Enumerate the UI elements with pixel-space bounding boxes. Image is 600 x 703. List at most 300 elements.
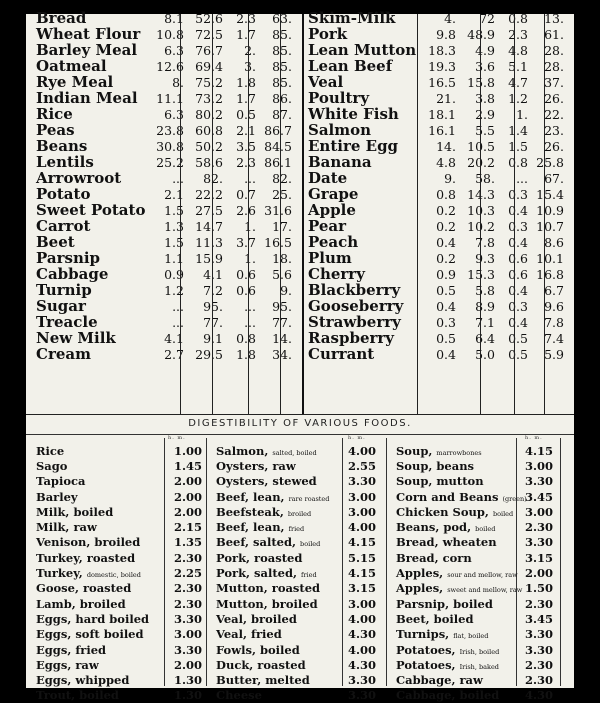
nutrient-value: ... <box>172 314 184 330</box>
food-name <box>36 535 168 549</box>
table-row <box>36 458 208 473</box>
nutrient-value: 8. <box>172 74 184 90</box>
food-name: Lentils <box>36 153 94 171</box>
nutrient-value: 21. <box>436 90 456 106</box>
food-name: Pork <box>308 25 348 43</box>
nutrient-value: 1.8 <box>236 74 256 90</box>
digestion-time: 2.30 <box>524 520 553 535</box>
nutrient-value: 16.8 <box>536 266 564 282</box>
food-name <box>36 551 168 565</box>
food-label: Fowls, boiled <box>216 642 300 657</box>
food-name: Rice <box>36 105 73 123</box>
food-name <box>36 505 168 519</box>
food-label: Milk, boiled <box>36 504 114 519</box>
digestion-time: 2.00 <box>173 657 202 672</box>
food-name: Sweet Potato <box>36 201 146 219</box>
food-name <box>36 474 168 488</box>
digestion-time: 5.15 <box>347 550 376 565</box>
food-name <box>216 520 341 534</box>
nutrient-value: 11.1 <box>156 90 184 106</box>
digestion-time: 2.00 <box>524 566 553 581</box>
nutrient-value: 77. <box>203 314 223 330</box>
food-name <box>216 490 341 504</box>
food-name <box>36 490 168 504</box>
food-label: Rice <box>36 443 65 458</box>
nutrient-value: 2.1 <box>236 122 256 138</box>
digestion-time: 2.30 <box>524 673 553 688</box>
table-row <box>216 611 383 626</box>
nutrient-value: 85. <box>272 58 292 74</box>
nutrient-value: 23. <box>544 122 564 138</box>
nutrient-value: 12.6 <box>156 58 184 74</box>
table-row <box>36 565 208 580</box>
table-row <box>216 443 383 458</box>
table-row <box>396 519 560 534</box>
nutrient-value: 87. <box>272 106 292 122</box>
food-name: Salmon <box>308 121 372 139</box>
nutrient-value: 84.5 <box>264 138 292 154</box>
nutrient-value: 5.1 <box>508 58 528 74</box>
food-name: Turnip <box>36 281 92 299</box>
food-name <box>396 489 527 504</box>
food-name: Beet <box>36 233 75 251</box>
nutrient-value: 14.3 <box>467 186 495 202</box>
table-row <box>36 672 208 687</box>
column-rule <box>560 438 561 686</box>
food-name <box>396 658 518 672</box>
nutrient-value: 8.6 <box>544 234 564 250</box>
nutrient-value: 82. <box>203 170 223 186</box>
table-row <box>36 535 208 550</box>
table-row <box>36 657 208 672</box>
food-name: Date <box>308 169 348 187</box>
food-label: Mutton, broiled <box>216 596 318 611</box>
food-name <box>216 459 341 473</box>
digestion-time: 3.00 <box>173 627 202 642</box>
food-name: Treacle <box>36 313 98 331</box>
nutrient-value: 67. <box>544 170 564 186</box>
table-row <box>216 489 383 504</box>
table-row <box>396 596 560 611</box>
digestion-time: 3.00 <box>347 504 376 519</box>
nutrient-value: 1.5 <box>164 234 184 250</box>
food-label: Bread, corn <box>396 550 472 565</box>
nutrient-value: 0.5 <box>508 346 528 362</box>
food-name: Indian Meal <box>36 89 138 107</box>
digestion-time: 3.30 <box>524 627 553 642</box>
table-row <box>396 627 560 642</box>
nutrient-value: 2.1 <box>164 186 184 202</box>
digestion-time: 3.30 <box>173 611 202 626</box>
nutrient-value: 1.5 <box>508 138 528 154</box>
nutrient-value: ... <box>244 170 256 186</box>
food-name <box>216 658 341 672</box>
nutrient-value: 58. <box>475 170 495 186</box>
food-label: Cabbage, raw <box>396 673 483 688</box>
nutrient-value: 95. <box>203 298 223 314</box>
table-row <box>36 345 298 363</box>
nutrient-value: 0.8 <box>508 10 528 26</box>
food-name: Wheat Flour <box>36 25 141 43</box>
nutrient-value: 0.4 <box>436 346 456 362</box>
digestion-time: 4.00 <box>347 443 376 458</box>
nutrient-value: 0.4 <box>508 314 528 330</box>
food-label: Eggs, whipped <box>36 673 130 688</box>
nutrient-value: 0.7 <box>236 186 256 202</box>
food-label: Mutton, roasted <box>216 581 321 596</box>
food-name: Peach <box>308 233 359 251</box>
preparation-note: (green) <box>502 494 527 503</box>
nutrient-value: 2. <box>244 42 256 58</box>
food-name <box>36 612 168 626</box>
table-row <box>396 642 560 657</box>
food-label: Cabbage, boiled <box>396 688 500 703</box>
food-name <box>36 643 168 657</box>
food-label: Beefsteak, <box>216 504 284 519</box>
digestion-time: 2.15 <box>173 520 202 535</box>
food-label: Turkey, roasted <box>36 550 136 565</box>
nutrient-value: 0.6 <box>236 282 256 298</box>
food-name: Sugar <box>36 297 86 315</box>
table-row <box>216 581 383 596</box>
nutrient-value: 95. <box>272 298 292 314</box>
nutrient-value: 2.3 <box>236 154 256 170</box>
food-label: Beef, lean, <box>216 489 285 504</box>
table-row <box>216 565 383 580</box>
nutrient-value: 27.5 <box>195 202 223 218</box>
column-rule <box>386 438 387 686</box>
food-label: Pork, roasted <box>216 550 303 565</box>
food-name: Entire Egg <box>308 137 399 155</box>
preparation-note: domestic, boiled <box>86 571 141 580</box>
nutrient-value: ... <box>172 170 184 186</box>
table-row <box>216 458 383 473</box>
nutrient-value: 75.2 <box>195 74 223 90</box>
digestion-time: 4.15 <box>524 443 553 458</box>
table-row <box>36 627 208 642</box>
table-row <box>36 550 208 565</box>
title-rule <box>26 434 574 435</box>
digestion-time: 3.30 <box>347 474 376 489</box>
food-label: Soup, mutton <box>396 474 484 489</box>
nutrient-value: ... <box>516 170 528 186</box>
digestion-time: 4.00 <box>347 520 376 535</box>
nutrient-value: 7.4 <box>544 330 564 346</box>
table-row <box>396 657 560 672</box>
food-name <box>396 627 518 641</box>
food-label: Cheese <box>216 688 262 703</box>
nutrient-value: 61. <box>544 26 564 42</box>
nutrient-value: 73.2 <box>195 90 223 106</box>
digestion-time: 3.15 <box>347 581 376 596</box>
food-name <box>396 535 518 549</box>
digestion-time: 3.30 <box>347 688 376 703</box>
nutrient-value: 86. <box>272 90 292 106</box>
food-label: Veal, fried <box>216 627 282 642</box>
nutrient-value: 9.8 <box>436 26 456 42</box>
digestion-time: 2.25 <box>173 566 202 581</box>
food-name: Arrowroot <box>36 169 122 187</box>
digestion-time: 2.30 <box>173 550 202 565</box>
food-label: Oysters, raw <box>216 458 296 473</box>
digestion-time: 2.30 <box>524 657 553 672</box>
digestion-time: 4.30 <box>347 627 376 642</box>
nutrient-value: 7.1 <box>475 314 495 330</box>
table-row <box>396 611 560 626</box>
table-row <box>36 489 208 504</box>
digestion-time: 2.55 <box>347 458 376 473</box>
preparation-note: sour and mellow, raw <box>447 571 518 580</box>
column-rule <box>417 14 418 414</box>
nutrient-value: 10.8 <box>156 26 184 42</box>
nutrient-value: 82. <box>272 170 292 186</box>
table-row <box>396 581 560 596</box>
digestibility-column-3 <box>396 443 560 703</box>
digestion-time: 3.45 <box>524 611 553 626</box>
food-name: Lean Mutton <box>308 41 417 59</box>
digestion-time: 4.15 <box>347 535 376 550</box>
food-name <box>396 520 518 534</box>
preparation-note: boiled <box>492 509 514 518</box>
food-label: Eggs, fried <box>36 642 107 657</box>
food-label: Chicken Soup, <box>396 504 489 519</box>
nutrient-value: 4. <box>444 10 456 26</box>
food-name <box>396 688 518 702</box>
table-row <box>36 642 208 657</box>
nutrient-value: 3.6 <box>475 58 495 74</box>
digestion-time: 3.00 <box>524 504 553 519</box>
food-name: Cream <box>36 345 91 363</box>
digestion-time: 4.00 <box>347 642 376 657</box>
table-row <box>216 504 383 519</box>
column-rule <box>480 14 481 414</box>
nutrient-value: 5.0 <box>475 346 495 362</box>
nutrient-value: 0.4 <box>508 202 528 218</box>
food-name: White Fish <box>308 105 399 123</box>
nutrient-value: 6.7 <box>544 282 564 298</box>
nutrient-value: ... <box>172 298 184 314</box>
nutrient-value: ... <box>244 314 256 330</box>
nutrient-value: 0.5 <box>436 330 456 346</box>
food-name <box>396 643 518 657</box>
food-label: Venison, broiled <box>36 535 141 550</box>
food-name: Potato <box>36 185 91 203</box>
food-name: Plum <box>308 249 352 267</box>
nutrient-value: 72.5 <box>195 26 223 42</box>
food-name <box>36 688 168 702</box>
nutrient-value: 0.8 <box>236 330 256 346</box>
nutrient-value: 60.8 <box>195 122 223 138</box>
preparation-note: fried <box>288 525 305 534</box>
nutrient-value: 85. <box>272 74 292 90</box>
food-name: Oatmeal <box>36 57 107 75</box>
nutrient-value: 16.1 <box>428 122 456 138</box>
nutrient-value: 1.7 <box>236 90 256 106</box>
digestibility-column-1 <box>36 443 208 703</box>
nutrient-value: 10.9 <box>536 202 564 218</box>
food-name <box>216 673 341 687</box>
food-label: Soup, <box>396 443 433 458</box>
nutrient-value: 17. <box>272 218 292 234</box>
nutrient-value: 0.3 <box>508 218 528 234</box>
table-row <box>36 443 208 458</box>
nutrient-value: 29.5 <box>195 346 223 362</box>
food-name <box>216 597 341 611</box>
food-name <box>396 597 518 611</box>
food-name <box>396 459 518 473</box>
food-label: Parsnip, boiled <box>396 596 493 611</box>
nutrient-value: 9.1 <box>203 330 223 346</box>
nutrient-value: 18.3 <box>428 42 456 58</box>
digestion-time: 3.30 <box>524 535 553 550</box>
nutrient-value: 2.9 <box>475 106 495 122</box>
nutrient-value: 72 <box>479 10 495 26</box>
nutrient-value: 3.7 <box>236 234 256 250</box>
nutrient-value: 0.2 <box>436 218 456 234</box>
food-name: Parsnip <box>36 249 101 267</box>
nutrient-value: 15.9 <box>195 250 223 266</box>
nutrient-value: 0.9 <box>164 266 184 282</box>
food-name: Pear <box>308 217 347 235</box>
table-row <box>36 519 208 534</box>
column-rule <box>180 14 181 414</box>
food-name: Barley Meal <box>36 41 138 59</box>
food-name <box>396 444 518 458</box>
nutrient-value: 7.8 <box>544 314 564 330</box>
nutrient-value: 4.1 <box>203 266 223 282</box>
nutrient-value: 10.1 <box>536 250 564 266</box>
food-name <box>216 566 341 580</box>
table-row <box>36 504 208 519</box>
nutrient-value: 1.5 <box>164 202 184 218</box>
nutrient-value: 0.2 <box>436 250 456 266</box>
food-label: Tapioca <box>36 474 86 489</box>
nutrient-value: 6.3 <box>164 42 184 58</box>
nutrient-value: 13. <box>544 10 564 26</box>
table-row <box>396 565 560 580</box>
nutrient-value: 5.8 <box>475 282 495 298</box>
food-label: Soup, beans <box>396 458 475 473</box>
table-row <box>216 596 383 611</box>
food-label: Trout, boiled <box>36 688 119 703</box>
nutrient-value: 5.5 <box>475 122 495 138</box>
nutrient-value: 0.3 <box>436 314 456 330</box>
food-name: Peas <box>36 121 75 139</box>
food-name: Blackberry <box>308 281 401 299</box>
digestion-time: 2.30 <box>524 596 553 611</box>
column-rule <box>248 14 249 414</box>
digestion-time: 3.00 <box>347 596 376 611</box>
nutrient-value: 4.1 <box>164 330 184 346</box>
nutrient-value: 14.7 <box>195 218 223 234</box>
digestion-time: 4.30 <box>347 657 376 672</box>
digestion-time: 4.30 <box>524 688 553 703</box>
food-label: Butter, melted <box>216 673 310 688</box>
food-name <box>396 505 518 519</box>
table-row <box>36 596 208 611</box>
table-row <box>396 688 560 703</box>
nutrient-value: 0.6 <box>508 250 528 266</box>
nutrient-value: 85. <box>272 42 292 58</box>
nutrient-value: 0.3 <box>508 298 528 314</box>
column-rule <box>212 14 213 414</box>
food-name <box>396 581 523 596</box>
nutrient-value: 19.3 <box>428 58 456 74</box>
column-rule <box>280 14 281 414</box>
food-name <box>216 535 341 549</box>
nutrient-value: 10.5 <box>467 138 495 154</box>
table-row <box>396 474 560 489</box>
preparation-note: broiled <box>287 509 312 518</box>
nutrient-value: 1. <box>244 218 256 234</box>
digestion-time: 2.30 <box>173 581 202 596</box>
nutrient-value: 37. <box>544 74 564 90</box>
nutrient-value: 4.8 <box>508 42 528 58</box>
table-row <box>36 474 208 489</box>
digestion-time: 4.00 <box>347 611 376 626</box>
table-row <box>396 535 560 550</box>
food-label: Oysters, stewed <box>216 474 317 489</box>
nutrient-value: 0.4 <box>436 298 456 314</box>
preparation-note: boiled <box>475 525 496 534</box>
food-label: Potatoes, <box>396 657 456 672</box>
composition-table-right <box>302 9 574 414</box>
food-label: Beans, pod, <box>396 520 472 535</box>
table-row <box>216 642 383 657</box>
table-row <box>304 345 574 363</box>
nutrient-value: 0.4 <box>508 282 528 298</box>
nutrient-value: 11.3 <box>195 234 223 250</box>
composition-table-left <box>36 9 298 414</box>
nutrient-value: 0.9 <box>436 266 456 282</box>
nutrient-value: 9. <box>280 282 292 298</box>
preparation-note: boiled <box>300 540 321 549</box>
lantern-slide <box>26 9 574 703</box>
preparation-note: flat, boiled <box>453 632 489 641</box>
nutrient-value: 58.6 <box>195 154 223 170</box>
food-name <box>396 566 518 580</box>
food-name <box>36 581 168 595</box>
nutrient-value: 31.6 <box>264 202 292 218</box>
preparation-note: rare roasted <box>288 494 330 503</box>
nutrient-value: 0.4 <box>436 234 456 250</box>
food-name: Gooseberry <box>308 297 404 315</box>
nutrient-value: 3. <box>244 58 256 74</box>
column-rule <box>544 14 545 414</box>
nutrient-value: 48.9 <box>467 26 495 42</box>
food-name: Grape <box>308 185 359 203</box>
table-row <box>216 519 383 534</box>
food-name: Strawberry <box>308 313 401 331</box>
nutrient-value: 0.5 <box>508 330 528 346</box>
food-name <box>216 627 341 641</box>
nutrient-value: 14. <box>272 330 292 346</box>
table-row <box>36 611 208 626</box>
digestibility-title: DIGESTIBILITY OF VARIOUS FOODS. <box>188 418 412 429</box>
nutrient-value: 0.5 <box>436 282 456 298</box>
nutrient-value: 1.4 <box>508 122 528 138</box>
nutrient-value: 25.2 <box>156 154 184 170</box>
food-label: Duck, roasted <box>216 657 306 672</box>
food-name <box>396 551 518 565</box>
food-name <box>216 551 341 565</box>
food-name <box>36 627 168 641</box>
nutrient-value: 15.8 <box>467 74 495 90</box>
nutrient-value: 85. <box>272 26 292 42</box>
nutrient-value: 86.7 <box>264 122 292 138</box>
food-name <box>216 444 341 458</box>
nutrient-value: 28. <box>544 58 564 74</box>
